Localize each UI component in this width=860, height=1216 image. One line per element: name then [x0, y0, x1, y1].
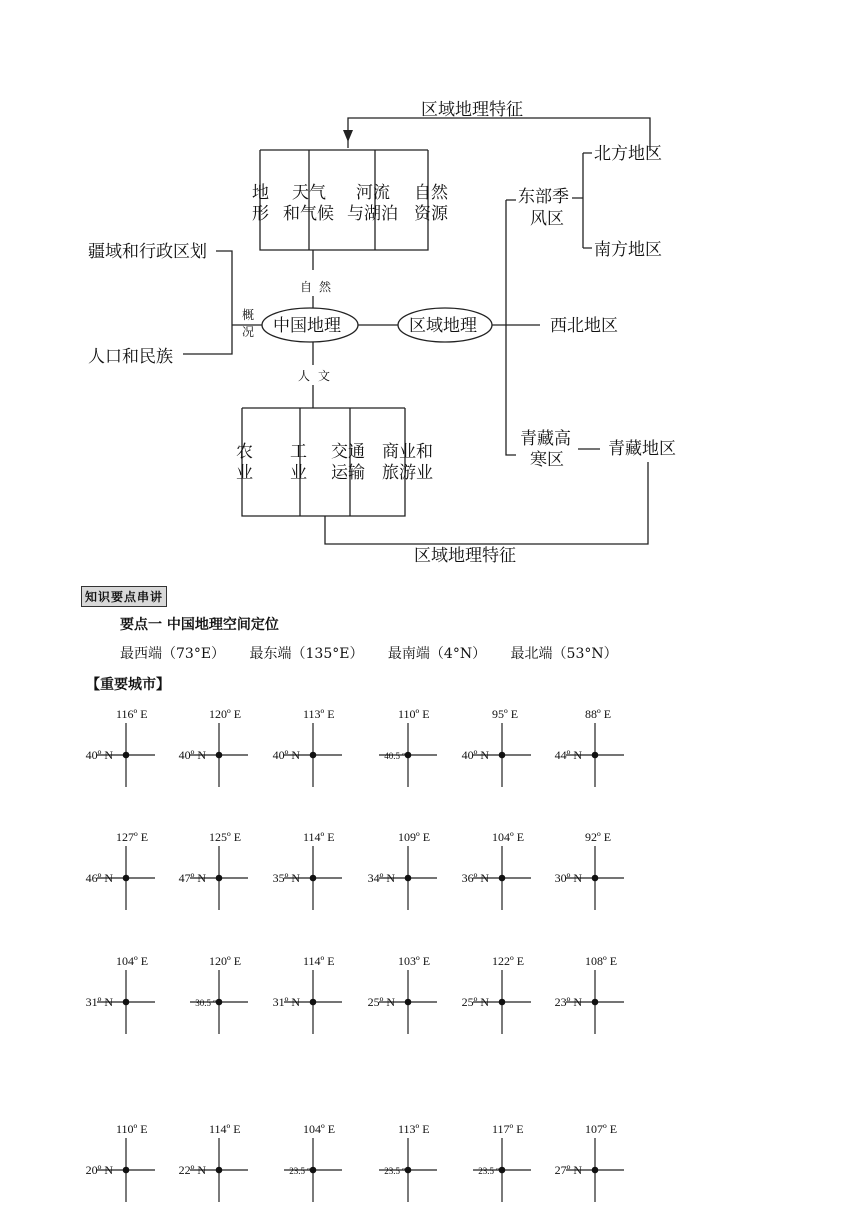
natural-item-1: 地 — [252, 183, 269, 203]
left-item-1: 疆域和行政区划 — [88, 242, 207, 262]
city-latitude: 31º N — [272, 995, 300, 1009]
extreme-south: 最南端（4°N） — [387, 646, 487, 662]
city-dot — [499, 999, 506, 1006]
city-latitude: 44º N — [554, 748, 582, 762]
city-latitude: 47º N — [178, 871, 206, 885]
city-latitude: 27º N — [554, 1163, 582, 1177]
city-longitude: 103º E — [398, 954, 431, 968]
city-dot — [310, 875, 317, 882]
human-item-4: 商业和 — [382, 442, 433, 462]
city-longitude: 114º E — [303, 954, 335, 968]
city-latitude: 23.5 º — [289, 1166, 310, 1176]
city-dot — [405, 999, 412, 1006]
city-latitude: 46º N — [85, 871, 113, 885]
city-latitude: 30º N — [554, 871, 582, 885]
regional-label: 区域地理 — [409, 316, 477, 336]
bottom-feature-label: 区域地理特征 — [414, 546, 516, 566]
cities-title: 【重要城市】 — [86, 677, 170, 693]
city-dot — [592, 752, 599, 759]
human-label-1: 人 — [298, 369, 311, 383]
natural-label-1: 自 — [300, 280, 313, 294]
city-longitude: 114º E — [209, 1122, 241, 1136]
city-longitude: 113º E — [398, 1122, 430, 1136]
city-latitude: 40º N — [461, 748, 489, 762]
city-latitude: 23.5 º — [384, 1166, 405, 1176]
knowledge-section-label: 知识要点串讲 — [81, 586, 167, 607]
city-longitude: 88º E — [585, 707, 612, 721]
human-item-3: 交通 — [331, 442, 365, 462]
city-dot — [123, 752, 130, 759]
natural-item-1b: 形 — [252, 204, 269, 224]
city-latitude: 25º N — [367, 995, 395, 1009]
qingzang-label: 青藏地区 — [608, 439, 676, 459]
human-item-2: 工 — [290, 442, 307, 462]
city-dot — [216, 1167, 223, 1174]
city-dot — [405, 875, 412, 882]
human-item-1b: 业 — [236, 463, 253, 483]
city-dot — [310, 752, 317, 759]
top-feature-label: 区域地理特征 — [421, 100, 523, 120]
city-latitude: 23.5 º — [478, 1166, 499, 1176]
city-dot — [405, 752, 412, 759]
city-dot — [216, 999, 223, 1006]
city-latitude: 31º N — [85, 995, 113, 1009]
qingzang-zone-label-b: 寒区 — [530, 450, 564, 470]
city-longitude: 120º E — [209, 954, 242, 968]
human-item-4b: 旅游业 — [382, 463, 433, 483]
north-label: 北方地区 — [594, 144, 662, 164]
city-longitude: 116º E — [116, 707, 148, 721]
city-latitude: 30.5 º — [195, 998, 216, 1008]
city-latitude: 22º N — [178, 1163, 206, 1177]
east-monsoon-label: 东部季 — [518, 187, 569, 207]
city-dot — [310, 999, 317, 1006]
city-longitude: 104º E — [303, 1122, 336, 1136]
city-longitude: 109º E — [398, 830, 431, 844]
center-label: 中国地理 — [273, 316, 341, 336]
city-longitude: 95º E — [492, 707, 519, 721]
city-longitude: 127º E — [116, 830, 149, 844]
city-longitude: 108º E — [585, 954, 618, 968]
human-label-2: 文 — [318, 369, 331, 383]
city-latitude: 36º N — [461, 871, 489, 885]
overview-label-1: 概 — [242, 308, 255, 322]
human-item-3b: 运输 — [331, 463, 365, 483]
city-latitude: 20º N — [85, 1163, 113, 1177]
natural-item-2: 天气 — [292, 183, 326, 203]
northwest-label: 西北地区 — [550, 316, 618, 336]
city-longitude: 92º E — [585, 830, 612, 844]
city-dot — [592, 1167, 599, 1174]
natural-item-3: 河流 — [356, 183, 390, 203]
city-longitude: 120º E — [209, 707, 242, 721]
city-latitude: 40º N — [85, 748, 113, 762]
city-dot — [310, 1167, 317, 1174]
city-dot — [499, 752, 506, 759]
city-latitude: 35º N — [272, 871, 300, 885]
natural-item-2b: 和气候 — [283, 204, 334, 224]
city-latitude: 25º N — [461, 995, 489, 1009]
natural-item-3b: 与湖泊 — [347, 204, 398, 224]
south-label: 南方地区 — [594, 240, 662, 260]
overview-label-2: 况 — [242, 325, 255, 339]
left-item-2: 人口和民族 — [88, 347, 173, 367]
city-longitude: 122º E — [492, 954, 525, 968]
human-item-2b: 业 — [290, 463, 307, 483]
extreme-west: 最西端（73°E） — [120, 646, 226, 662]
city-dot — [216, 752, 223, 759]
extreme-east: 最东端（135°E） — [249, 646, 364, 662]
city-longitude: 107º E — [585, 1122, 618, 1136]
city-latitude: 40º N — [178, 748, 206, 762]
city-dot — [123, 1167, 130, 1174]
city-dot — [499, 875, 506, 882]
city-longitude: 114º E — [303, 830, 335, 844]
human-item-1: 农 — [236, 442, 253, 462]
city-latitude: 40.5 º — [384, 751, 405, 761]
city-longitude: 104º E — [116, 954, 149, 968]
city-latitude: 23º N — [554, 995, 582, 1009]
point-title: 要点一 中国地理空间定位 — [120, 617, 279, 633]
city-dot — [405, 1167, 412, 1174]
city-longitude: 110º E — [398, 707, 430, 721]
city-longitude: 110º E — [116, 1122, 148, 1136]
city-longitude: 104º E — [492, 830, 525, 844]
east-monsoon-label-b: 风区 — [530, 209, 564, 229]
city-longitude: 113º E — [303, 707, 335, 721]
qingzang-zone-label: 青藏高 — [520, 429, 571, 449]
extreme-north: 最北端（53°N） — [510, 646, 618, 662]
city-longitude: 117º E — [492, 1122, 524, 1136]
city-latitude: 40º N — [272, 748, 300, 762]
city-dot — [123, 875, 130, 882]
city-dot — [499, 1167, 506, 1174]
natural-item-4: 自然 — [414, 183, 448, 203]
city-latitude: 34º N — [367, 871, 395, 885]
natural-label-2: 然 — [319, 280, 332, 294]
city-dot — [123, 999, 130, 1006]
city-dot — [592, 999, 599, 1006]
city-longitude: 125º E — [209, 830, 242, 844]
city-dot — [592, 875, 599, 882]
city-dot — [216, 875, 223, 882]
natural-item-4b: 资源 — [414, 204, 448, 224]
